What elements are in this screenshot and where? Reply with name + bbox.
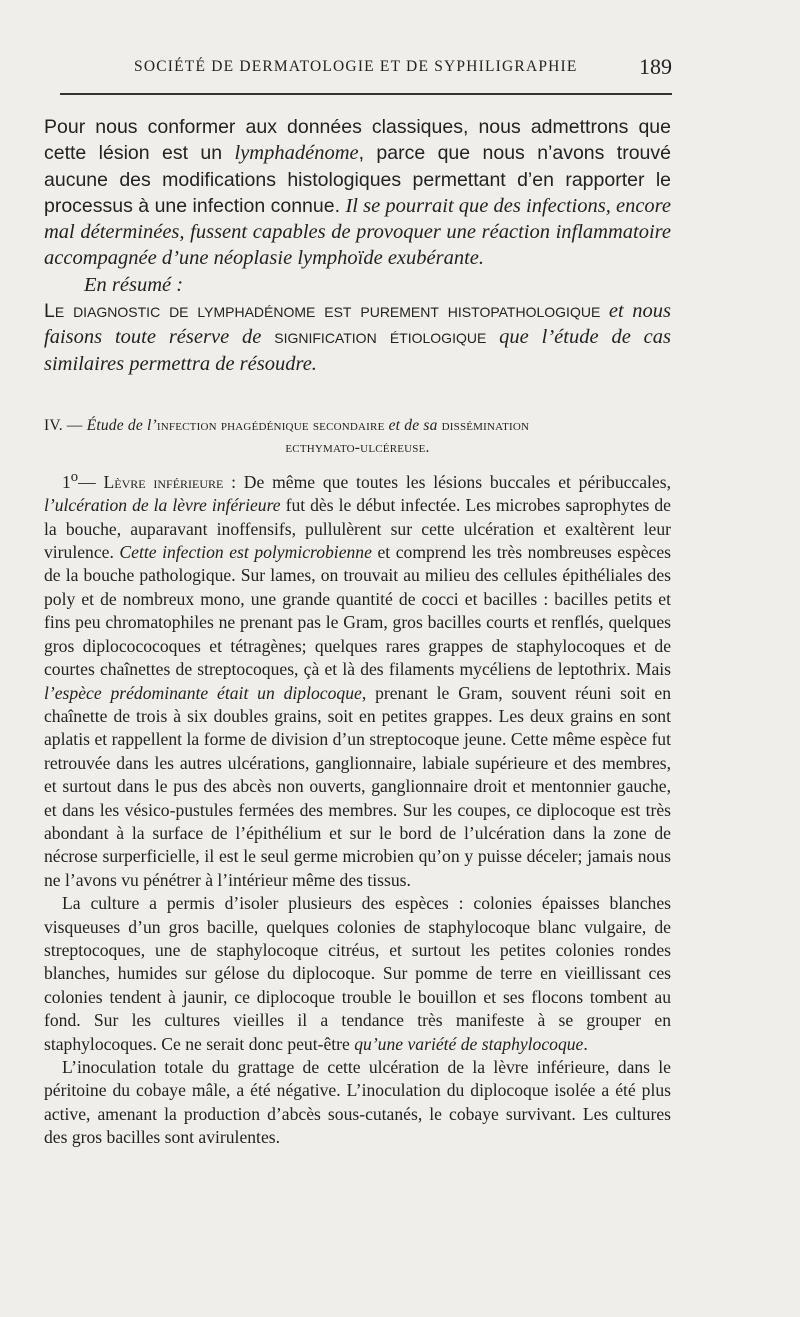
body-emphasis: Cette infection est polymicrobienne <box>119 542 372 563</box>
body-emphasis: l’ulcération de la lèvre inférieure <box>44 495 281 516</box>
heading-text: infection phagédénique secondaire <box>156 417 385 434</box>
abstract-hypothesis: Il se pourrait que des infections, encore mal déterminées, fussent capables de provoquer une réaction inflammatoire accompagnée d’une néoplasie lymphoïde exubérante. <box>44 194 671 270</box>
heading-text: Étude de l’ <box>86 417 157 434</box>
body-text: , prenant le Gram, souvent réuni soit en chaînette de trois à six doubles grains, soit en petites grappes. Les deux grains en sont aplatis et rappellent la forme de division d’un streptocoque jeune. Cette même espèce fut retrouvée dans les autres ulcérations, ganglionnaire, labiale supérieure et des membres, et surtout dans le pus des abcès non ouverts, ganglionnaire droit et mentonnier gauche, et dans les vésico-pustules fermées des membres. Sur les coupes, ce diplocoque est très abondant à la surface de l’épithélium et sur le bord de l’ulcération dans la zone de nécrose surperficielle, il est le seul germe microbien qu’on y puisse déceler; jamais nous ne l’avons vu pénétrer à l’intérieur même des tissus. <box>44 682 671 890</box>
abstract-paragraph <box>44 114 671 272</box>
body-text: et comprend les très nombreuses espèces de la bouche pathologique. Sur lames, on trouvait au milieu des cellules épithéliales des poly et de nombreux mono, une grande quantité de cocci et bacilles : bacilles petits et fins peu chromatophiles ne prenant pas le Gram, gros bacilles courts et renflés, quelques gros diplocococoques et tétragènes; quelques rares grappes de staphylocoques et de courtes chaînettes de streptocoques, çà et là des filaments mycéliens de leptothrix. Mais <box>44 542 672 680</box>
body-text: L’inoculation totale du grattage de cette ulcération de la lèvre inférieure, dans le péritoine du cobaye mâle, a été négative. L’inoculation du diplocoque isolée a été plus active, amenant la production d’abcès sous-cutanés, le cobaye survivant. Les cultures des gros bacilles sont avirulentes. <box>44 1057 671 1148</box>
header-rule <box>60 93 672 95</box>
body-block <box>44 466 671 1150</box>
page-number: 189 <box>639 54 672 79</box>
body-emphasis: qu’une variété de staphylocoque <box>354 1033 584 1054</box>
body-emphasis: l’espèce prédominante était un diplocoque <box>44 682 362 703</box>
conclusion-paragraph <box>44 298 671 377</box>
abstract-block <box>44 114 671 377</box>
body-text: : De même que toutes les lésions buccales et péribuccales, <box>223 471 671 492</box>
resume-label-line <box>44 272 671 298</box>
body-paragraph-3 <box>44 1056 671 1150</box>
body-text: La culture a permis d’isoler plusieurs des espèces : colonies épaisses blanches visqueuses d’un gros bacille, quelques colonies de staphylocoque blanc vulgaire, de streptocoques, une de staphylocoque citréus, et surtout les petites colonies rondes blanches, humides sur gélose du diplocoque. Sur pomme de terre en vieillissant ces colonies tendent à jaunir, ce diplocoque trouble le bouillon et ses flocons tombent au fond. Sur les cultures vieilles il a tendance très manifeste à se grouper en staphylocoques. Ce ne serait donc peut-être <box>44 893 671 1054</box>
conclusion-text: que l’étude de cas similaires permettra de résoudre. <box>44 326 671 375</box>
running-title: SOCIÉTÉ DE DERMATOLOGIE ET DE SYPHILIGRAPHIE <box>134 58 578 75</box>
conclusion-text: et nous faisons toute réserve de <box>44 300 671 349</box>
subsection-number: 1 <box>62 471 71 492</box>
conclusion-diagnosis: Le diagnostic de lymphadénome est purement histopathologique <box>44 300 601 323</box>
abstract-text: , parce que nous n’avons trouvé aucune des modifications histologiques permettant d’en rapporter le processus à une infection connue. <box>44 142 671 217</box>
body-text: fut dès le début infectée. Les microbes saprophytes de la bouche, auparavant inoffensifs, pullulèrent sur cette ulcération et exaltèrent leur virulence. <box>44 495 671 563</box>
section-numeral: IV. — <box>44 417 87 434</box>
page-header <box>60 54 672 82</box>
abstract-term: lymphadénome <box>234 142 359 165</box>
body-text: . <box>583 1033 588 1054</box>
heading-second-line: ecthymato-ulcéreuse. <box>285 439 430 456</box>
body-paragraph-1 <box>44 466 671 892</box>
resume-label: En résumé : <box>84 273 184 296</box>
abstract-text: Pour nous conformer aux données classiques, nous admettrons que cette lésion est un <box>44 116 671 165</box>
subsection-dash: — <box>78 471 104 492</box>
body-paragraph-2 <box>44 892 671 1056</box>
ordinal-marker: o <box>70 469 79 485</box>
subsection-title: Lèvre inférieure <box>103 471 224 492</box>
heading-text: dissémination <box>441 417 530 434</box>
heading-text: et de sa <box>384 417 442 434</box>
conclusion-term: signification étiologique <box>274 326 487 349</box>
section-heading <box>44 415 671 459</box>
